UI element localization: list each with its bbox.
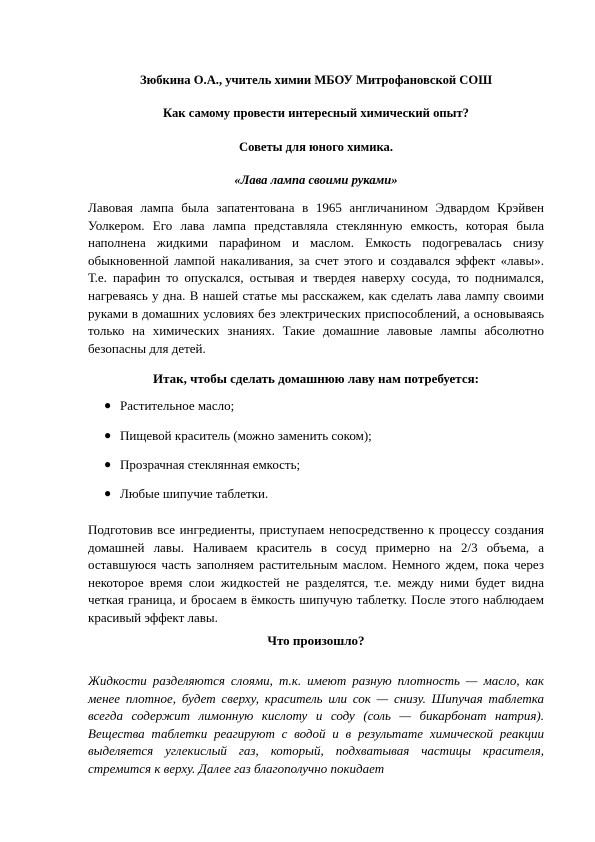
list-item-text: Прозрачная стеклянная емкость; — [120, 457, 301, 472]
what-happened-heading: Что произошло? — [267, 633, 365, 648]
list-item-text: Пищевой краситель (можно заменить соком); — [120, 428, 372, 443]
tips-heading: Советы для юного химика. — [239, 140, 393, 154]
process-paragraph: Подготовив все ингредиенты, приступаем непосредственно к процессу создания домашней лавы. Наливаем краситель в сосуд примерно на 2/3 объема, а оставшуюся часть заполняем растительным маслом. Немного ждем, пока через некоторое время слои жидкостей не разделятся, т.е. между ними будет видна четкая граница, и бросаем в ёмкость шипучую таблетку. После этого наблюдаем красивый эффект лавы. — [88, 522, 544, 625]
list-item-text: Растительное масло; — [120, 398, 235, 413]
question-heading: Как самому провести интересный химический опыт? — [163, 106, 469, 120]
bullet-icon: ● — [104, 486, 112, 500]
list-item-text: Любые шипучие таблетки. — [120, 486, 269, 501]
explanation-paragraph: Жидкости разделяются слоями, т.к. имеют разную плотность — масло, как менее плотное, будет сверху, краситель или сок — снизу. Шипучая таблетка всегда содержит лимонную кислоту и соду (соль — бикарбонат натрия). Вещества таблетки реагируют с водой и в результате химической реакции выделяется углекислый газ, который, подхватывая частицы красителя, стремится к верху. Далее газ благополучно покидает — [88, 673, 544, 776]
author-line: Зюбкина О.А., учитель химии МБОУ Митрофановской СОШ — [139, 73, 493, 87]
bullet-icon: ● — [104, 398, 112, 412]
intro-paragraph: Лавовая лампа была запатентована в 1965 англичанином Эдвардом Крэйвен Уолкером. Его лава лампа представляла стеклянную емкость, которая была наполнена жидкими парафином и маслом. Емкость подогревалась снизу обыкновенной лампой накаливания, за счет этого и создавался эффект «лавы». Т.е. парафин то опускался, остывая и твердея наверху сосуда, то поднимался, нагреваясь у дна. В нашей статье мы расскажем, как сделать лава лампу своими руками в домашних условиях без электрических приспособлений, а основываясь только на химических знаниях. Такие домашние лавовые лампы абсолютно безопасны для детей. — [88, 200, 544, 356]
ingredients-heading: Итак, чтобы сделать домашнюю лаву нам потребуется: — [153, 371, 479, 386]
bullet-icon: ● — [104, 457, 112, 471]
article-title: «Лава лампа своими руками» — [234, 173, 398, 187]
bullet-icon: ● — [104, 428, 112, 442]
